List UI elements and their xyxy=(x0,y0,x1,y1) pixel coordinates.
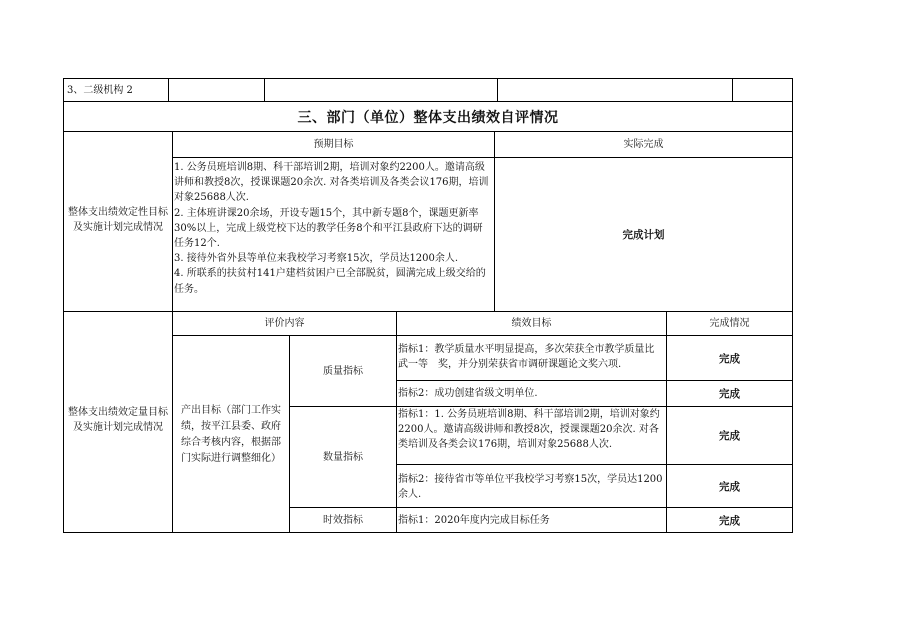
quantity-status-2: 完成 xyxy=(719,480,740,493)
quantity-target-2: 指标2：接待省市等单位平我校学习考察15次，学员达1200余人. xyxy=(398,474,663,500)
expected-goal-item: 2. 主体班讲课20余场，开设专题15个，其中新专题8个，课题更新率30%以上，完成上级党校下达的教学任务8个和平江县政府下达的调研任务12个. xyxy=(174,207,483,250)
quality-indicator-label: 质量指标 xyxy=(323,365,363,377)
expected-goal-list xyxy=(174,160,492,310)
sub-org-label: 3、二级机构 2 xyxy=(67,84,133,96)
quantity-indicator-label: 数量指标 xyxy=(323,451,363,463)
expected-goal-item: 1. 公务员班培训8期、科干部培训2期，培训对象约2200人。邀请高级讲师和教授8次，授课课题20余次. 对各类培训及各类会议176期，培训对象25688人次. xyxy=(174,162,489,204)
quality-target-2: 指标2：成功创建省级文明单位. xyxy=(398,388,538,399)
quantity-target-1: 指标1：1. 公务员班培训8期、科干部培训2期，培训对象约2200人。邀请高级讲师和教授8次，授课课题20余次. 对各类培训及各类会议176期，培训对象25688人次. xyxy=(398,409,660,450)
timeliness-target-1: 指标1：2020年度内完成目标任务 xyxy=(398,514,550,526)
quality-status-1: 完成 xyxy=(719,352,740,365)
actual-complete-header: 实际完成 xyxy=(623,139,664,150)
quantity-status-1: 完成 xyxy=(719,430,740,442)
section-title: 三、部门（单位）整体支出绩效自评情况 xyxy=(297,109,559,126)
performance-target-header: 绩效目标 xyxy=(511,318,552,329)
quality-status-2: 完成 xyxy=(719,388,740,400)
expected-goal-item: 3. 接待外省外县等单位来我校学习考察15次，学员达1200余人. xyxy=(174,253,459,265)
output-goal-label: 产出目标（部门工作实绩，按平江县委、政府综合考核内容，根据部门实际进行调整细化） xyxy=(181,405,281,464)
expected-goal-item: 4. 所联系的扶贫村141户建档贫困户已全部脱贫，圆满完成上级交给的任务。 xyxy=(174,268,486,295)
timeliness-status-1: 完成 xyxy=(719,514,740,527)
timeliness-indicator-label: 时效指标 xyxy=(323,514,363,526)
actual-complete-value: 完成计划 xyxy=(622,229,665,241)
quality-target-1: 指标1：教学质量水平明显提高，多次荣获全市教学质量比武一等 奖，并分别荣获省市调研课题论文奖六项. xyxy=(398,344,655,370)
expected-goal-header: 预期目标 xyxy=(313,139,354,150)
completion-status-header: 完成情况 xyxy=(709,318,750,329)
quantitative-row-label: 整体支出绩效定量目标及实施计划完成情况 xyxy=(68,407,168,433)
qualitative-row-label: 整体支出绩效定性目标及实施计划完成情况 xyxy=(68,207,168,233)
eval-content-header: 评价内容 xyxy=(264,318,305,329)
